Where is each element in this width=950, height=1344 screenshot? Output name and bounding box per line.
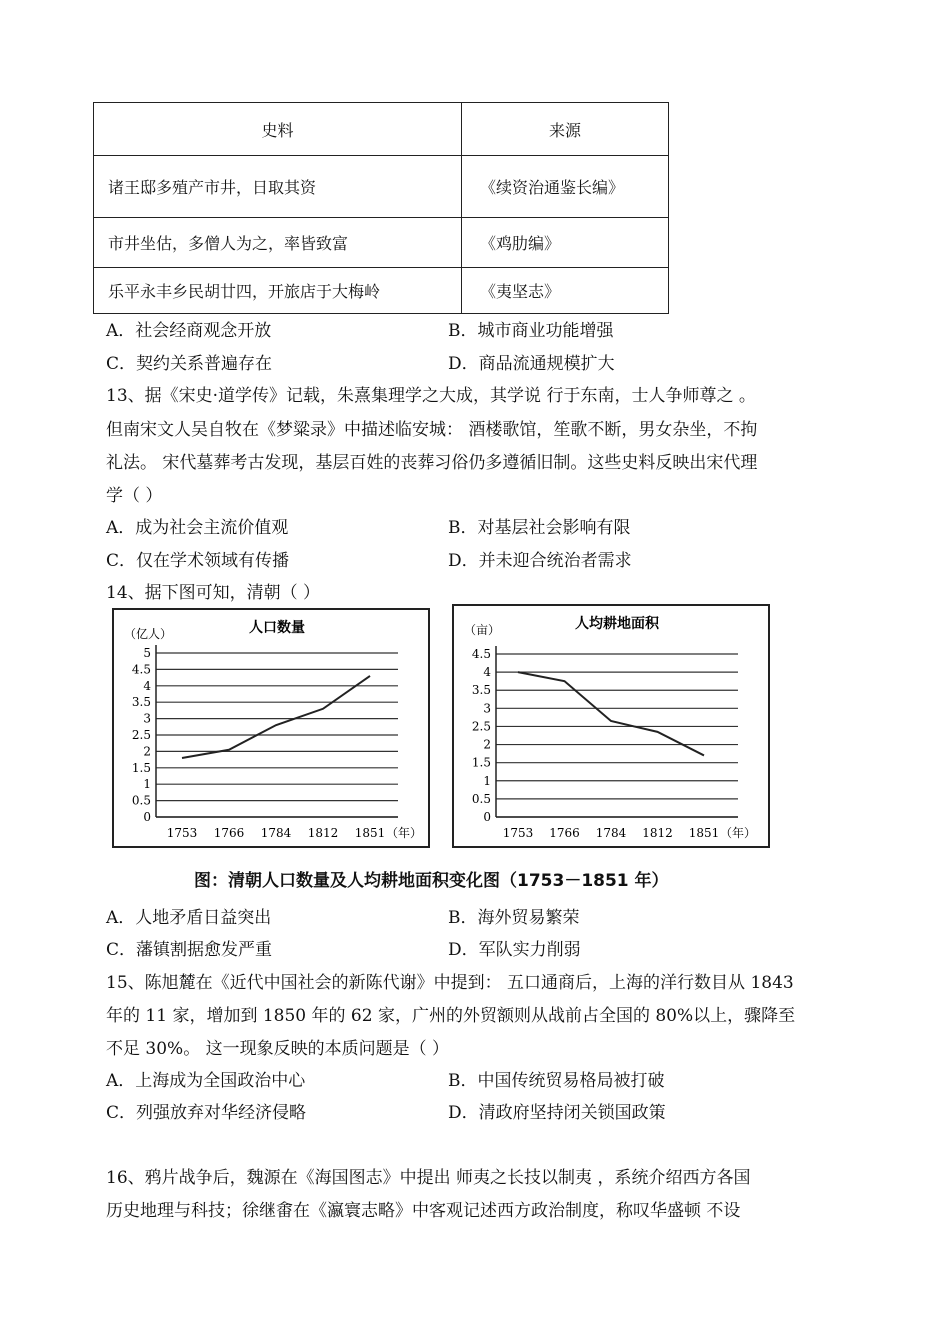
- table-header-cell: 来源: [462, 103, 669, 156]
- q15-stem-line: 不足 30%。 这一现象反映的本质问题是（ ）: [106, 1039, 449, 1059]
- population-chart: [112, 608, 430, 848]
- q13-option-d: D．并未迎合统治者需求: [448, 551, 632, 571]
- y-tick-label: 3.5: [471, 683, 491, 698]
- y-tick-label: 2: [143, 744, 151, 759]
- q13-option-b: B．对基层社会影响有限: [448, 518, 631, 538]
- q15-option-b: B．中国传统贸易格局被打破: [448, 1071, 665, 1091]
- x-tick-label: 1766: [549, 826, 580, 840]
- table-cell: 《鸡肋编》: [462, 218, 669, 268]
- y-tick-label: 4: [143, 678, 151, 693]
- x-tick-label: 1784: [260, 826, 292, 840]
- q16-stem-line: 16、鸦片战争后，魏源在《海国图志》中提出 师夷之长技以制夷 ，系统介绍西方各国: [106, 1168, 751, 1188]
- q13-option-a: A．成为社会主流价值观: [106, 518, 289, 538]
- chart-title: 人口数量: [249, 620, 305, 636]
- table-row: [94, 268, 669, 314]
- q14-stem: 14、据下图可知，清朝（ ）: [106, 583, 321, 603]
- q14-option-c: C．藩镇割据愈发严重: [106, 940, 273, 960]
- chart-title: 人均耕地面积: [575, 616, 659, 632]
- y-tick-label: 1: [483, 773, 491, 788]
- x-tick-label: 1851: [688, 826, 720, 840]
- x-tick-label: 1784: [595, 826, 627, 840]
- x-axis-label: （年）: [385, 826, 423, 840]
- y-tick-label: 3.5: [131, 695, 151, 710]
- y-tick-label: 2.5: [131, 728, 151, 742]
- y-tick-label: 0: [483, 810, 491, 824]
- q13-stem-line: 学（ ）: [106, 486, 163, 506]
- x-tick-label: 1812: [307, 826, 339, 840]
- q15-option-c: C．列强放弃对华经济侵略: [106, 1103, 307, 1123]
- y-tick-label: 1: [143, 777, 151, 792]
- y-tick-label: 4.5: [471, 647, 491, 661]
- q16-stem-line: 历史地理与科技；徐继畬在《瀛寰志略》中客观记述西方政治制度，称叹华盛顿 不设: [106, 1201, 741, 1221]
- q13-option-c: C．仅在学术领域有传播: [106, 551, 290, 571]
- table-cell: 乐平永丰乡民胡廿四，开旅店于大梅岭: [94, 268, 462, 314]
- farmland-chart: [452, 604, 770, 848]
- y-tick-label: 0.5: [471, 791, 491, 806]
- q15-stem-line: 15、陈旭麓在《近代中国社会的新陈代谢》中提到： 五口通商后，上海的洋行数目从 1843: [106, 973, 794, 993]
- q12-option-b: B．城市商业功能增强: [448, 321, 614, 341]
- x-tick-label: 1766: [213, 826, 245, 840]
- y-tick-label: 0: [143, 810, 151, 824]
- q12-option-c: C．契约关系普遍存在: [106, 354, 273, 374]
- q12-option-d: D．商品流通规模扩大: [448, 354, 615, 374]
- table-header-cell: 史料: [94, 103, 462, 156]
- y-tick-label: 1.5: [471, 755, 491, 770]
- q13-stem-line: 13、据《宋史·道学传》记载，朱熹集理学之大成，其学说 行于东南，士人争师尊之 。: [106, 386, 756, 406]
- y-tick-label: 1.5: [131, 760, 151, 775]
- y-tick-label: 4: [483, 665, 491, 680]
- y-tick-label: 2.5: [471, 719, 491, 734]
- y-tick-label: 5: [143, 646, 151, 660]
- q14-option-b: B．海外贸易繁荣: [448, 908, 580, 928]
- x-tick-label: 1753: [166, 826, 198, 840]
- q15-stem-line: 年的 11 家，增加到 1850 年的 62 家，广州的外贸额则从战前占全国的 80%以上，骤降至: [106, 1006, 796, 1026]
- y-tick-label: 2: [483, 737, 491, 752]
- y-tick-label: 3: [143, 711, 151, 726]
- source-table: [93, 102, 669, 314]
- x-axis-label: （年）: [719, 826, 757, 840]
- x-tick-label: 1851: [354, 826, 386, 840]
- x-tick-label: 1753: [502, 826, 534, 840]
- q14-option-a: A．人地矛盾日益突出: [106, 908, 272, 928]
- y-tick-label: 0.5: [131, 793, 151, 808]
- table-cell: 市井坐估，多僧人为之，率皆致富: [94, 218, 462, 268]
- q13-stem-line: 礼法。 宋代墓葬考古发现，基层百姓的丧葬习俗仍多遵循旧制。这些史料反映出宋代理: [106, 453, 758, 473]
- q15-option-d: D．清政府坚持闭关锁国政策: [448, 1103, 666, 1123]
- y-axis-label: （亿人）: [124, 627, 173, 641]
- y-axis-label: （亩）: [464, 623, 501, 637]
- q15-option-a: A．上海成为全国政治中心: [106, 1071, 306, 1091]
- q12-option-a: A．社会经商观念开放: [106, 321, 272, 341]
- q13-stem-line: 但南宋文人吴自牧在《梦粱录》中描述临安城： 酒楼歌馆，笙歌不断，男女杂坐，不拘: [106, 420, 758, 440]
- table-row: [94, 218, 669, 268]
- table-cell: 诸王邸多殖产市井，日取其资: [94, 156, 462, 218]
- table-header-row: [94, 103, 669, 156]
- table-cell: 《续资治通鉴长编》: [462, 156, 669, 218]
- figure-caption: 图：清朝人口数量及人均耕地面积变化图（1753－1851 年）: [194, 871, 669, 891]
- table-row: [94, 156, 669, 218]
- y-tick-label: 4.5: [131, 662, 151, 677]
- q14-option-d: D．军队实力削弱: [448, 940, 581, 960]
- table-cell: 《夷坚志》: [462, 268, 669, 314]
- y-tick-label: 3: [483, 701, 491, 716]
- x-tick-label: 1812: [642, 826, 673, 840]
